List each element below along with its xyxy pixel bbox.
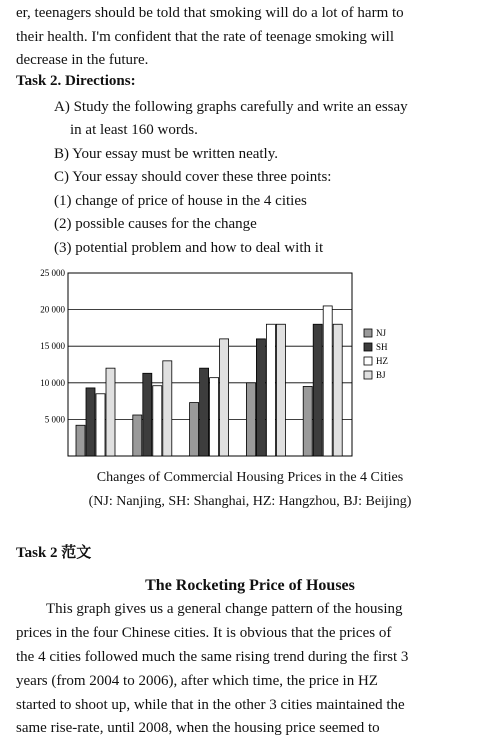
bar-hz-2008 xyxy=(323,306,332,456)
essay-line-6: same rise-rate, until 2008, when the housing price seemed to xyxy=(16,720,380,736)
legend-swatch-bj xyxy=(364,371,372,379)
y-tick-label: 20 000 xyxy=(40,304,65,315)
y-tick-label: 25 000 xyxy=(40,268,65,278)
bar-sh-2006 xyxy=(200,368,209,456)
essay-line-1: This graph gives us a general change pattern of the housing xyxy=(46,601,403,617)
essay-line-2: prices in the four Chinese cities. It is obvious that the prices of xyxy=(16,625,392,641)
bar-sh-2004 xyxy=(86,388,95,456)
task2-point-2: (2) possible causes for the change xyxy=(54,216,257,232)
bar-bj-2005 xyxy=(163,361,172,456)
bar-hz-2006 xyxy=(210,378,219,456)
bar-nj-2005 xyxy=(133,415,142,456)
essay-title: The Rocketing Price of Houses xyxy=(145,577,355,594)
intro-line-1: er, teenagers should be told that smoking will do a lot of harm to xyxy=(16,5,404,21)
bar-bj-2004 xyxy=(106,368,115,456)
bar-bj-2006 xyxy=(220,339,229,456)
task2-item-b: B) Your essay must be written neatly. xyxy=(54,146,279,162)
bar-nj-2007 xyxy=(246,383,255,456)
legend-swatch-sh xyxy=(364,343,372,351)
bar-nj-2004 xyxy=(76,425,85,456)
task2-point-3: (3) potential problem and how to deal with it xyxy=(54,240,324,256)
legend-label-hz: HZ xyxy=(376,356,388,366)
bar-bj-2007 xyxy=(276,324,285,456)
y-tick-label: 5 000 xyxy=(44,414,65,425)
y-tick-label: 15 000 xyxy=(40,341,65,352)
bar-sh-2005 xyxy=(143,373,152,456)
bar-sh-2007 xyxy=(256,339,265,456)
bar-nj-2008 xyxy=(303,386,312,456)
task2-point-1: (1) change of price of house in the 4 cities xyxy=(54,193,307,209)
legend-swatch-hz xyxy=(364,357,372,365)
legend-swatch-nj xyxy=(364,329,372,337)
bar-sh-2008 xyxy=(313,324,322,456)
bar-hz-2007 xyxy=(266,324,275,456)
legend-label-sh: SH xyxy=(376,342,388,352)
legend-label-nj: NJ xyxy=(376,328,387,338)
intro-line-2: their health. I'm confident that the rate of teenage smoking will xyxy=(16,29,394,45)
task2-item-c: C) Your essay should cover these three points: xyxy=(54,169,332,185)
chart-caption: Changes of Commercial Housing Prices in the 4 Cities xyxy=(96,470,404,485)
task2-item-a: A) Study the following graphs carefully and write an essay xyxy=(54,99,408,115)
bar-nj-2006 xyxy=(190,403,199,456)
intro-line-3: decrease in the future. xyxy=(16,52,149,68)
bar-hz-2005 xyxy=(153,386,162,456)
bar-bj-2008 xyxy=(333,324,342,456)
legend-label-bj: BJ xyxy=(376,370,386,380)
task2-item-a-cont: in at least 160 words. xyxy=(70,122,198,138)
y-tick-label: 10 000 xyxy=(40,377,65,388)
essay-line-3: the 4 cities followed much the same rising trend during the first 3 xyxy=(16,649,409,665)
task2-heading: Task 2. Directions: xyxy=(16,73,136,89)
essay-line-5: started to shoot up, while that in the other 3 cities maintained the xyxy=(16,697,405,713)
bar-hz-2004 xyxy=(96,394,105,456)
chart-caption-abbreviations: (NJ: Nanjing, SH: Shanghai, HZ: Hangzhou, BJ: Beijing) xyxy=(88,494,412,509)
essay-line-4: years (from 2004 to 2006), after which time, the price in HZ xyxy=(16,673,378,689)
housing-price-bar-chart xyxy=(30,266,410,460)
sample-essay-heading: Task 2 范文 xyxy=(16,545,92,561)
